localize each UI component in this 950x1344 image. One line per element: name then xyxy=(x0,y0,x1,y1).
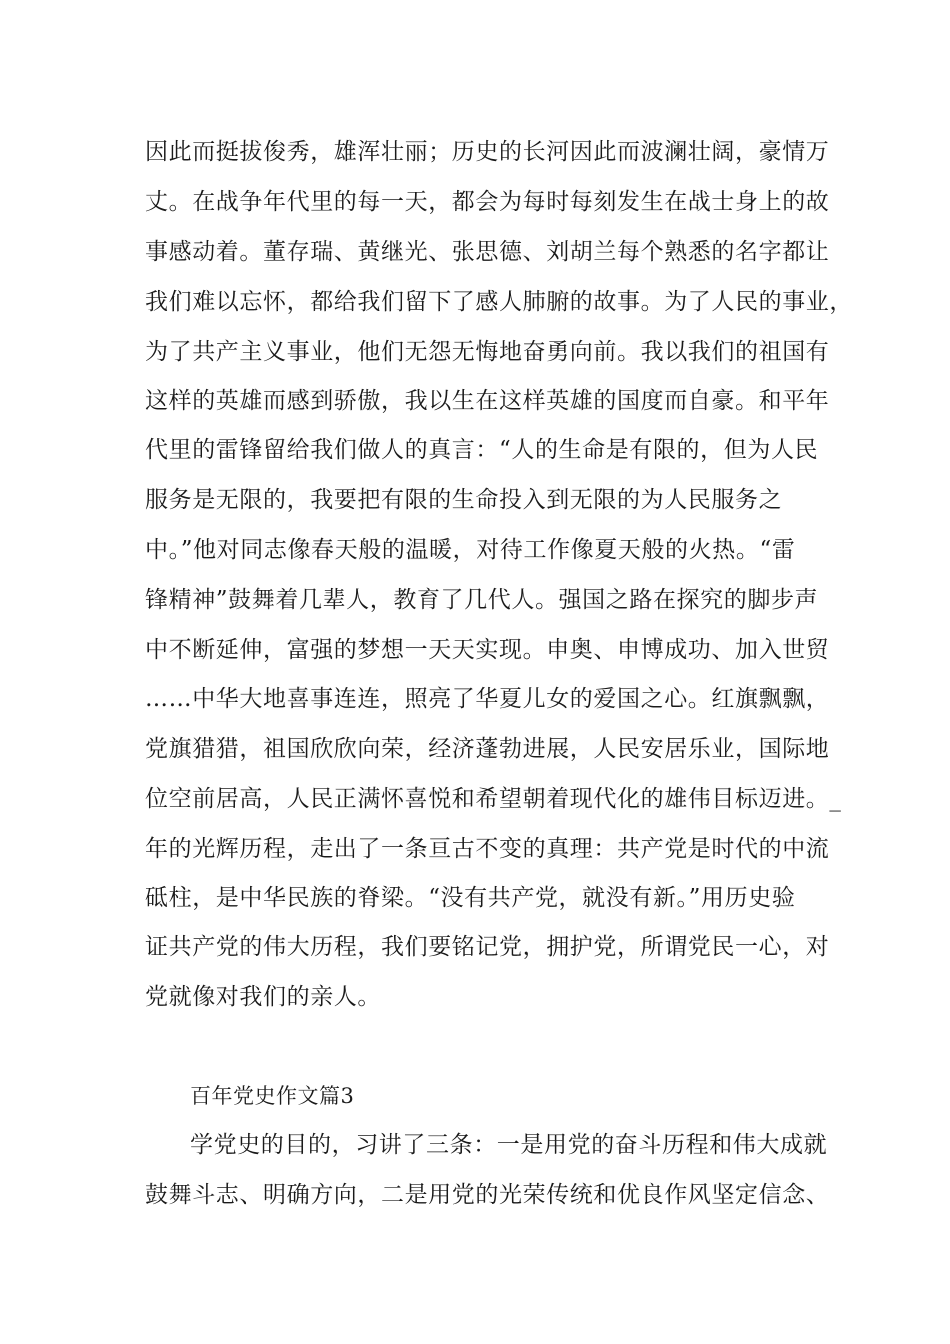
paragraph-line: 年的光辉历程，走出了一条亘古不变的真理：共产党是时代的中流 xyxy=(145,836,830,862)
paragraph-line: 鼓舞斗志、明确方向，二是用党的光荣传统和优良作风坚定信念、 xyxy=(145,1182,830,1208)
paragraph-line: 我们难以忘怀，都给我们留下了感人肺腑的故事。为了人民的事业， xyxy=(145,289,853,315)
paragraph-line: 因此而挺拔俊秀，雄浑壮丽；历史的长河因此而波澜壮阔，豪情万 xyxy=(145,139,830,165)
paragraph-line: 事感动着。董存瑞、黄继光、张思德、刘胡兰每个熟悉的名字都让 xyxy=(145,239,830,265)
paragraph-line: 中。”他对同志像春天般的温暖，对待工作像夏天般的火热。“雷 xyxy=(145,537,796,563)
paragraph-line: 党旗猎猎，祖国欣欣向荣，经济蓬勃进展，人民安居乐业，国际地 xyxy=(145,736,830,762)
paragraph-line: 为了共产主义事业，他们无怨无悔地奋勇向前。我以我们的祖国有 xyxy=(145,339,830,365)
paragraph-line: 证共产党的伟大历程，我们要铭记党，拥护党，所谓党民一心，对 xyxy=(145,934,830,960)
paragraph-line: 锋精神”鼓舞着几辈人，教育了几代人。强国之路在探究的脚步声 xyxy=(145,587,819,613)
section-heading: 百年党史作文篇3 xyxy=(190,1084,355,1108)
paragraph-line: 党就像对我们的亲人。 xyxy=(145,984,381,1010)
paragraph-line: 位空前居高，人民正满怀喜悦和希望朝着现代化的雄伟目标迈进。_ xyxy=(145,786,842,812)
paragraph-line: 学党史的目的，习讲了三条：一是用党的奋斗历程和伟大成就 xyxy=(190,1132,828,1158)
paragraph-line: ……中华大地喜事连连，照亮了华夏儿女的爱国之心。红旗飘飘， xyxy=(145,686,830,712)
paragraph-line: 丈。在战争年代里的每一天，都会为每时每刻发生在战士身上的故 xyxy=(145,189,830,215)
paragraph-line: 服务是无限的，我要把有限的生命投入到无限的为人民服务之 xyxy=(145,487,783,513)
paragraph-line: 中不断延伸，富强的梦想一天天实现。申奥、申博成功、加入世贸 xyxy=(145,637,830,663)
paragraph-line: 砥柱，是中华民族的脊梁。“没有共产党，就没有新。”用历史验 xyxy=(145,885,796,911)
paragraph-line: 这样的英雄而感到骄傲，我以生在这样英雄的国度而自豪。和平年 xyxy=(145,388,830,414)
paragraph-line: 代里的雷锋留给我们做人的真言：“人的生命是有限的，但为人民 xyxy=(145,437,819,463)
